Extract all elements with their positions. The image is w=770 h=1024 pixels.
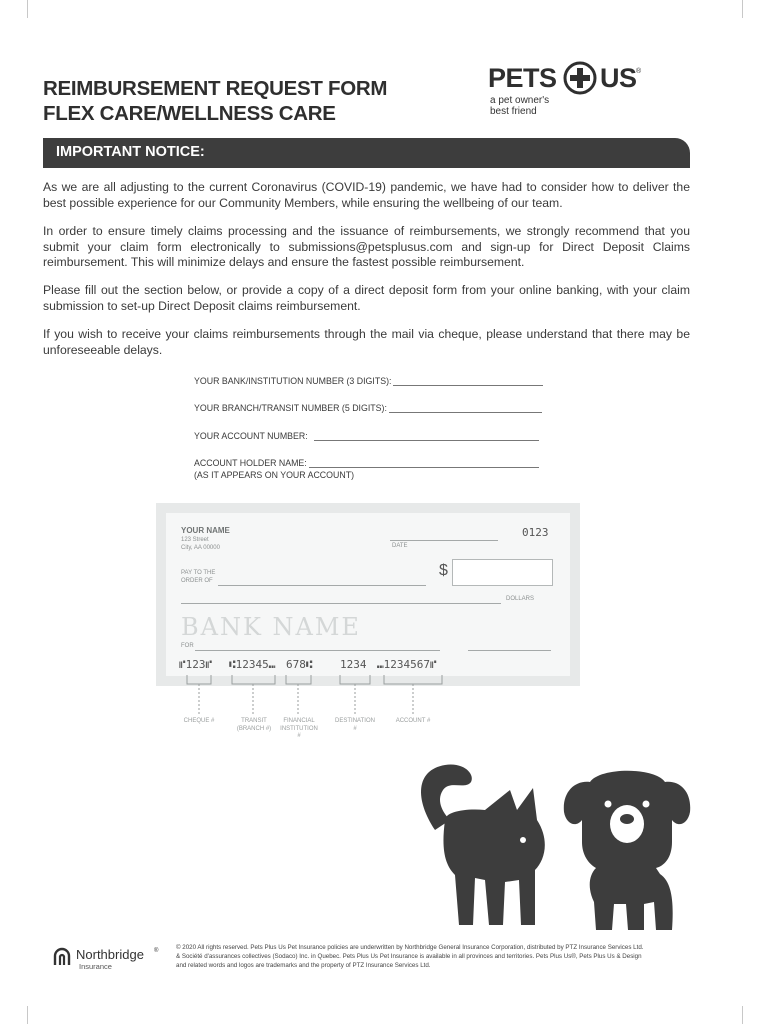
label-account xyxy=(388,718,438,726)
cheque-pay-label-1: PAY TO THE xyxy=(181,570,216,576)
important-notice-heading: IMPORTANT NOTICE: xyxy=(56,144,205,160)
label-destination-line1: DESTINATION xyxy=(335,718,375,724)
logo-word-us: US xyxy=(600,63,637,93)
label-destination-line2: # xyxy=(353,725,357,732)
legal-disclaimer xyxy=(176,943,696,970)
label-transit-line2: (BRANCH #) xyxy=(236,725,272,732)
logo-reg-mark: ® xyxy=(636,68,642,75)
holder-name-label: ACCOUNT HOLDER NAME: xyxy=(194,458,307,468)
cheque-dollar-sign: $ xyxy=(439,562,448,579)
cheque-dollars-label: DOLLARS xyxy=(506,596,535,602)
account-number-label: YOUR ACCOUNT NUMBER: xyxy=(194,431,308,441)
cheque-bank-name: BANK NAME xyxy=(181,613,361,641)
logo-word-pets: PETS xyxy=(488,63,557,93)
northbridge-reg-mark: ® xyxy=(154,948,159,954)
northbridge-wordmark: Northbridge xyxy=(76,947,144,962)
cheque-number: 0123 xyxy=(522,526,549,539)
notice-paragraph-4: If you wish to receive your claims reimbursements through the mail via cheque, please understand that there may be unforeseeable delays. xyxy=(43,327,690,357)
form-title-line2: FLEX CARE/WELLNESS CARE xyxy=(43,102,336,125)
northbridge-subtitle: Insurance xyxy=(79,962,112,971)
label-cheque-number xyxy=(176,718,222,726)
dog-icon xyxy=(560,762,695,934)
bank-number-label: YOUR BANK/INSTITUTION NUMBER (3 DIGITS): xyxy=(194,376,392,386)
holder-name-note: (AS IT APPEARS ON YOUR ACCOUNT) xyxy=(194,470,355,480)
label-institution-line3: # xyxy=(297,733,301,739)
logo-tagline-line2: best friend xyxy=(490,106,537,117)
notice-paragraph-3: Please fill out the section below, or provide a copy of a direct deposit form from your online banking, with your claim submission to set-up Direct Deposit claims reimbursement. xyxy=(43,283,690,313)
label-cheque-number-text: CHEQUE # xyxy=(183,718,215,724)
legal-line-2: & Société d'assurances collectives (Sodaco) Inc. in Quebec. Pets Plus Us Pet Insurance is available in all provinces and territories. Pets Plus Us®, Pets Plus Us & Design xyxy=(176,953,642,960)
label-institution xyxy=(273,718,325,741)
label-institution-line2: INSTITUTION xyxy=(280,725,318,732)
cheque-for-label: FOR xyxy=(181,643,194,649)
label-account-text: ACCOUNT # xyxy=(395,718,431,724)
dog-eye-left xyxy=(605,801,612,808)
cheque-date-label: DATE xyxy=(392,543,408,549)
dog-nose xyxy=(620,814,634,824)
micr-destination: 1234 xyxy=(340,658,367,671)
label-institution-line1: FINANCIAL xyxy=(283,718,315,724)
micr-institution: 678⑆ xyxy=(286,658,313,671)
label-destination xyxy=(328,718,382,733)
cheque-pay-label-2: ORDER OF xyxy=(181,578,213,584)
northbridge-mark-icon xyxy=(52,947,72,967)
micr-transit: ⑆12345⑉ xyxy=(229,658,276,671)
cheque-street: 123 Street xyxy=(181,537,209,543)
logo-tagline-line1: a pet owner's xyxy=(490,95,550,106)
micr-account: ⑉1234567⑈ xyxy=(377,658,437,671)
form-title-line1: REIMBURSEMENT REQUEST FORM xyxy=(43,77,388,100)
micr-cheque-number: ⑈123⑈ xyxy=(179,658,213,671)
legal-line-1: © 2020 All rights reserved. Pets Plus Us Pet Insurance policies are underwritten by Northbridge General Insurance Corporation, distributed by PTZ Insurance Services Ltd. xyxy=(176,944,644,951)
cheque-name: YOUR NAME xyxy=(181,526,230,535)
transit-number-label: YOUR BRANCH/TRANSIT NUMBER (5 DIGITS): xyxy=(194,403,387,413)
notice-paragraph-2: In order to ensure timely claims processing and the issuance of reimbursements, we strongly recommend that you submit your claim form electronically to submissions@petsplusus.com and sign-up for Direct Deposit Claims reimbursement. This will minimize delays and ensure the fastest possible reimbursement. xyxy=(43,224,690,269)
legal-line-3: and related words and logos are trademarks and the property of PTZ Insurance Services Ltd. xyxy=(176,962,431,969)
notice-paragraph-1: As we are all adjusting to the current Coronavirus (COVID-19) pandemic, we have had to consider how to deliver the best possible experience for our Community Members, while ensuring the wellbeing of our team. xyxy=(43,180,690,210)
dog-eye-right xyxy=(643,801,650,808)
label-transit-line1: TRANSIT xyxy=(241,718,267,724)
cheque-city: City, AA 00000 xyxy=(181,545,220,551)
cat-eye xyxy=(520,837,526,843)
cat-icon xyxy=(405,760,555,930)
